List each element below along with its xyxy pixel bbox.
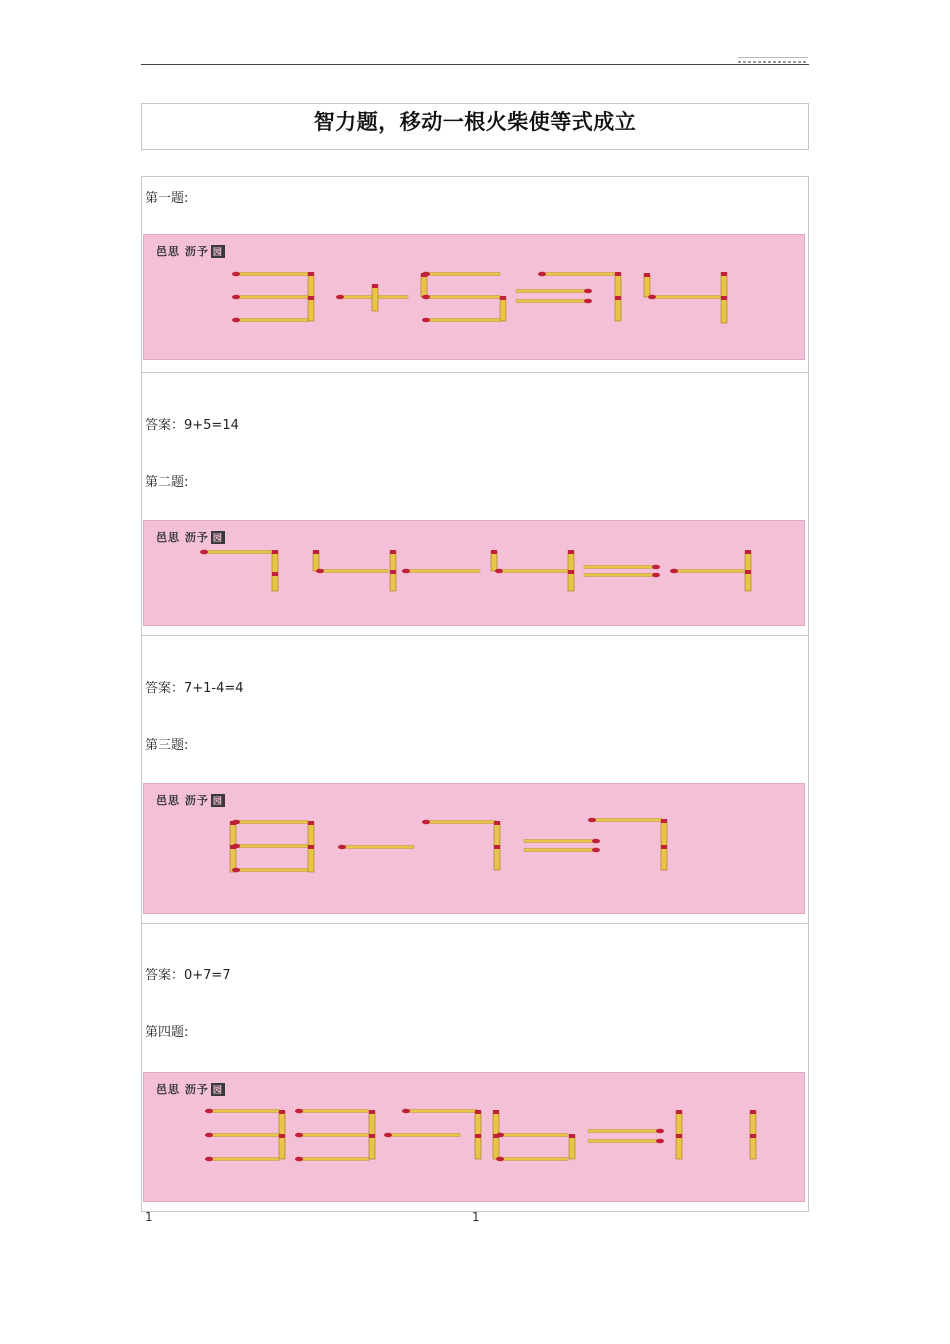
matchstick (494, 846, 500, 870)
match-head (493, 1110, 499, 1114)
matchstick-figure (144, 1073, 806, 1203)
match-head (390, 550, 396, 554)
matchstick (426, 821, 496, 824)
match-head (295, 1157, 303, 1162)
match-head (592, 839, 600, 844)
match-head (615, 272, 621, 276)
matchstick-figure (144, 235, 806, 361)
matchstick (342, 846, 414, 849)
matchstick (236, 319, 308, 322)
matchstick (516, 300, 588, 303)
row-divider (141, 635, 809, 636)
problem-4-label: 第四题: (145, 1025, 189, 1040)
match-head (205, 1109, 213, 1114)
header-mark-dotted (738, 61, 808, 63)
matchstick (406, 1110, 478, 1113)
matchstick (524, 849, 596, 852)
match-head (475, 1110, 481, 1114)
match-head (308, 821, 314, 825)
matchstick (592, 819, 662, 822)
matchstick (661, 820, 667, 846)
match-head (584, 299, 592, 304)
match-head (369, 1110, 375, 1114)
matchstick (721, 297, 727, 323)
problem-4-image (143, 1072, 805, 1202)
matchstick (676, 1111, 682, 1135)
matchstick (542, 273, 614, 276)
match-head (584, 289, 592, 294)
logo-badge: 园 (211, 1083, 225, 1096)
matchstick (236, 869, 308, 872)
match-head (205, 1157, 213, 1162)
match-head (661, 819, 667, 823)
match-head (232, 820, 240, 825)
matchstick (615, 273, 621, 297)
match-head (496, 1133, 504, 1138)
matchstick (500, 297, 506, 321)
matchstick (299, 1158, 369, 1161)
match-head (491, 550, 497, 554)
match-head (295, 1133, 303, 1138)
match-head (316, 569, 324, 574)
header-rule (141, 64, 809, 65)
match-head (648, 295, 656, 300)
match-head (656, 1139, 664, 1144)
matchstick (209, 1158, 279, 1161)
match-head (745, 570, 751, 574)
matchstick (421, 274, 427, 297)
matchstick (236, 273, 308, 276)
problem-2-image (143, 520, 805, 626)
row-divider (141, 372, 809, 373)
match-head (279, 1110, 285, 1114)
matchstick (569, 1135, 575, 1159)
match-head (676, 1134, 682, 1138)
match-head (422, 295, 430, 300)
matchstick (272, 551, 278, 573)
match-head (422, 318, 430, 323)
problem-3-image (143, 783, 805, 914)
match-head (336, 295, 344, 300)
match-head (670, 569, 678, 574)
page-number-left: 1 (145, 1210, 153, 1224)
matchstick (750, 1135, 756, 1159)
matchstick (644, 274, 650, 297)
title-box (141, 103, 809, 150)
match-head (494, 845, 500, 849)
matchstick (584, 574, 656, 577)
match-head (390, 570, 396, 574)
match-head (568, 550, 574, 554)
match-head (745, 550, 751, 554)
matchstick (308, 273, 314, 297)
match-head (588, 818, 596, 823)
matchstick (426, 296, 500, 299)
match-head (422, 820, 430, 825)
match-head (494, 821, 500, 825)
matchstick (674, 570, 744, 573)
match-head (644, 273, 650, 277)
matchstick (369, 1135, 375, 1159)
logo-text: 邑思 沥予 (156, 531, 209, 544)
matchstick (588, 1130, 660, 1133)
match-head (676, 1110, 682, 1114)
matchstick-figure (144, 521, 806, 627)
matchstick (209, 1134, 279, 1137)
match-head (232, 844, 240, 849)
match-head (568, 570, 574, 574)
problem-3-label: 第三题: (145, 738, 189, 753)
matchstick (676, 1135, 682, 1159)
match-head (313, 550, 319, 554)
match-head (384, 1133, 392, 1138)
problem-1-image (143, 234, 805, 360)
logo-badge: 园 (211, 794, 225, 807)
matchstick (236, 845, 308, 848)
match-head (295, 1109, 303, 1114)
match-head (652, 565, 660, 570)
matchstick (388, 1134, 460, 1137)
matchstick (652, 296, 722, 299)
logo-badge: 园 (211, 245, 225, 258)
logo-text: 邑思 沥予 (156, 1083, 209, 1096)
match-head (232, 318, 240, 323)
match-head (496, 1157, 504, 1162)
matchstick (369, 1111, 375, 1135)
match-head (232, 295, 240, 300)
match-head (656, 1129, 664, 1134)
matchstick (308, 297, 314, 321)
matchstick (475, 1135, 481, 1159)
matchstick (493, 1135, 499, 1159)
answer-3: 答案：0+7=7 (145, 968, 231, 983)
matchstick (299, 1110, 369, 1113)
matchstick (279, 1111, 285, 1135)
matchstick (499, 570, 568, 573)
matchstick (299, 1134, 369, 1137)
match-head (308, 272, 314, 276)
matchstick (204, 551, 272, 554)
matchstick (500, 1134, 568, 1137)
match-head (402, 569, 410, 574)
match-head (272, 550, 278, 554)
match-head (615, 296, 621, 300)
matchstick (406, 570, 480, 573)
matchstick (426, 273, 500, 276)
matchstick (516, 290, 588, 293)
match-head (421, 273, 427, 277)
matchstick (494, 822, 500, 846)
match-head (372, 284, 378, 288)
matchstick (588, 1140, 660, 1143)
matchstick (584, 566, 656, 569)
matchstick (308, 822, 314, 846)
row-divider (141, 923, 809, 924)
match-head (402, 1109, 410, 1114)
matchstick (209, 1110, 279, 1113)
match-head (538, 272, 546, 277)
matchstick (500, 1158, 568, 1161)
matchstick (615, 297, 621, 321)
match-head (308, 845, 314, 849)
answer-1: 答案：9+5=14 (145, 418, 239, 433)
header-mark (738, 57, 808, 58)
matchstick (721, 273, 727, 297)
match-head (200, 550, 208, 555)
match-head (721, 272, 727, 276)
match-head (721, 296, 727, 300)
match-head (205, 1133, 213, 1138)
match-head (232, 272, 240, 277)
page-title: 智力题，移动一根火柴使等式成立 (313, 110, 637, 134)
page-number-center: 1 (472, 1210, 480, 1224)
logo-text: 邑思 沥予 (156, 245, 209, 258)
matchstick (661, 846, 667, 870)
problem-1-label: 第一题: (145, 191, 189, 206)
matchstick (308, 846, 314, 872)
match-head (592, 848, 600, 853)
matchstick (236, 821, 308, 824)
matchstick (320, 570, 388, 573)
matchstick (230, 822, 236, 846)
match-head (495, 569, 503, 574)
match-head (652, 573, 660, 578)
matchstick (750, 1111, 756, 1135)
matchstick (279, 1135, 285, 1159)
matchstick-figure (144, 784, 806, 915)
matchstick (426, 319, 500, 322)
matchstick (236, 296, 308, 299)
match-head (750, 1110, 756, 1114)
logo-text: 邑思 沥予 (156, 794, 209, 807)
match-head (661, 845, 667, 849)
matchstick (524, 840, 596, 843)
match-head (338, 845, 346, 850)
match-head (475, 1134, 481, 1138)
matchstick (372, 285, 378, 311)
match-head (232, 868, 240, 873)
match-head (369, 1134, 375, 1138)
match-head (750, 1134, 756, 1138)
logo-badge: 园 (211, 531, 225, 544)
problem-2-label: 第二题: (145, 475, 189, 490)
match-head (569, 1134, 575, 1138)
match-head (279, 1134, 285, 1138)
answer-2: 答案：7+1-4=4 (145, 681, 244, 696)
matchstick (475, 1111, 481, 1135)
match-head (500, 296, 506, 300)
match-head (272, 572, 278, 576)
matchstick (493, 1111, 499, 1135)
match-head (308, 296, 314, 300)
